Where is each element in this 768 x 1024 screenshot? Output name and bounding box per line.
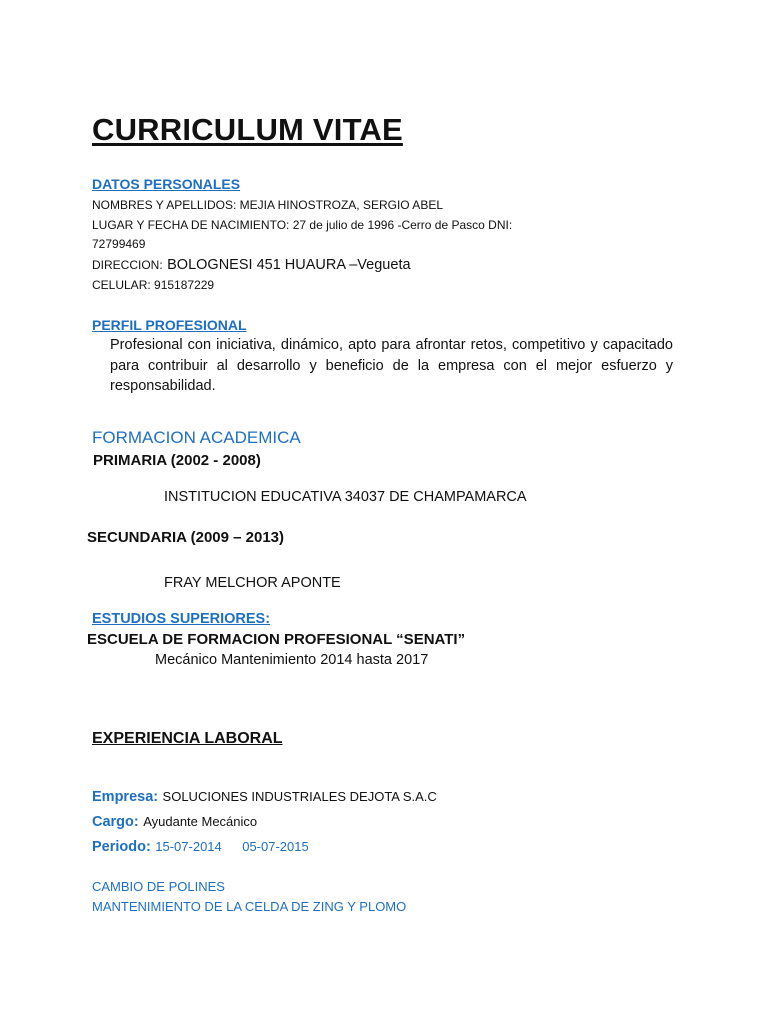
senati-detalle: Mecánico Mantenimiento 2014 hasta 2017 xyxy=(155,652,429,668)
direccion-label: DIRECCION: xyxy=(92,258,163,272)
perfil-profesional-heading: PERFIL PROFESIONAL xyxy=(92,317,247,333)
empresa-label: Empresa: xyxy=(92,789,159,805)
task-item: CAMBIO DE POLINES xyxy=(92,879,225,894)
direccion-value: BOLOGNESI 451 HUAURA –Vegueta xyxy=(167,257,411,273)
primaria-institucion: INSTITUCION EDUCATIVA 34037 DE CHAMPAMARCA xyxy=(164,489,527,505)
empresa-value: SOLUCIONES INDUSTRIALES DEJOTA S.A.C xyxy=(162,789,437,804)
task-item: MANTENIMIENTO DE LA CELDA DE ZING Y PLOMO xyxy=(92,899,407,914)
secundaria-heading: SECUNDARIA (2009 – 2013) xyxy=(87,529,285,546)
estudios-superiores-heading: ESTUDIOS SUPERIORES: xyxy=(92,611,271,627)
dni-line: 72799469 xyxy=(92,237,146,251)
perfil-paragraph: Profesional con iniciativa, dinámico, apto para afrontar retos, competitivo y capacitado para contribuir al desarrollo y beneficio de la empresa con el mejor esfuerzo y responsabilidad. xyxy=(110,337,673,394)
periodo-end: 05-07-2015 xyxy=(242,839,309,854)
nombres-line: NOMBRES Y APELLIDOS: MEJIA HINOSTROZA, SERGIO ABEL xyxy=(92,198,443,212)
lugar-fecha-line: LUGAR Y FECHA DE NACIMIENTO: 27 de julio de 1996 -Cerro de Pasco DNI: xyxy=(92,218,513,232)
celular-line: CELULAR: 915187229 xyxy=(92,278,215,292)
cargo-value: Ayudante Mecánico xyxy=(143,814,258,829)
periodo-label: Periodo: xyxy=(92,839,151,855)
senati-institucion: ESCUELA DE FORMACION PROFESIONAL “SENATI” xyxy=(87,631,466,648)
empresa-line xyxy=(92,788,437,806)
cv-title: CURRICULUM VITAE xyxy=(92,112,403,147)
formacion-academica-heading: FORMACION ACADEMICA xyxy=(92,428,301,447)
cargo-line xyxy=(92,813,257,831)
periodo-start: 15-07-2014 xyxy=(155,839,222,854)
datos-personales-heading: DATOS PERSONALES xyxy=(92,176,241,192)
cargo-label: Cargo: xyxy=(92,814,139,830)
experiencia-laboral-heading: EXPERIENCIA LABORAL xyxy=(92,730,283,747)
primaria-heading: PRIMARIA (2002 - 2008) xyxy=(93,452,261,469)
secundaria-institucion: FRAY MELCHOR APONTE xyxy=(164,575,341,591)
periodo-line xyxy=(92,838,309,856)
direccion-line xyxy=(92,256,411,274)
